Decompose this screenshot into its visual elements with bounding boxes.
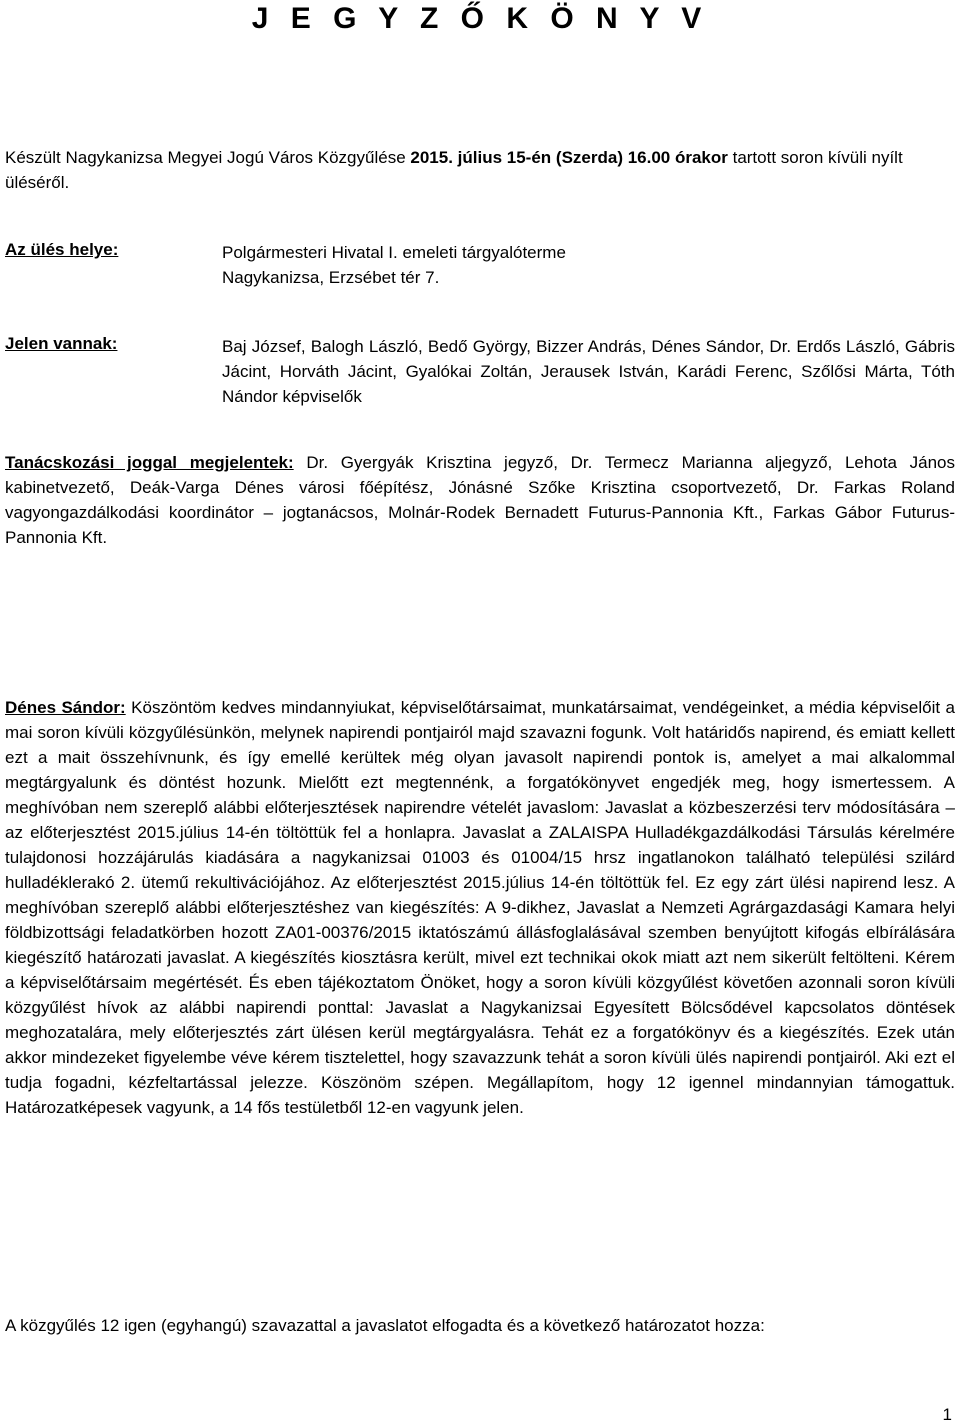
resolution-statement: A közgyűlés 12 igen (egyhangú) szavazattal a javaslatot elfogadta és a következő határozatot hozza: — [5, 1316, 765, 1335]
speech-paragraph — [5, 695, 955, 1120]
venue-label: Az ülés helye: — [5, 240, 119, 259]
meeting-date: 2015. július 15-én (Szerda) 16.00 órakor — [410, 148, 728, 167]
intro-text-start: Készült Nagykanizsa Megyei Jogú Város Közgyűlése — [5, 148, 411, 167]
speaker-name: Dénes Sándor: — [5, 698, 126, 717]
speech-text: Köszöntöm kedves mindannyiukat, képviselőtársaimat, munkatársaimat, vendégeinket, a média képviselőit a mai soron kívüli közgyűlésünkön, melynek napirendi pontjairól majd szavazni fogunk. Volt határidős napirend, és emiatt kellett ezt a mait összehívnunk, és így emellé kerültek még olyan javasolt napirendi pontok is, amelyet a mai alkalommal megtárgyalunk és döntést hozunk. Mielőtt ezt megtennénk, a forgatókönyvet engedjék meg, hogy ismertessem. A meghívóban nem szereplő alábbi előterjesztések napirendre vételét javaslom: Javaslat a közbeszerzési terv módosítására – az előterjesztést 2015.július 14-én töltöttük fel a honlapra. Javaslat a ZALAISPA Hulladékgazdálkodási Társulás kérelmére tulajdonosi hozzájárulás kiadására a nagykanizsai 01003 és 01004/15 hrsz ingatlanokon található települési szilárd hulladéklerakó 2. ütemű rekultivációjához. Az előterjesztést 2015.július 14-én töltöttük fel. Ez egy zárt ülési napirend lesz. A meghívóban szereplő alábbi előterjesztéshez van kiegészítés: A 9-dikhez, Javaslat a Nemzeti Agrárgazdasági Kamara helyi földbizottsági feladatkörben hozott ZA01-00376/2015 iktatószámú állásfoglalásával szemben benyújtott kifogás elbírálására kiegészítő határozati javaslat. A kiegészítés kiosztásra került, mivel ezt technikai okok miatt azt nem sikerült feltölteni. Kérem a képviselőtársaim megértését. És eben tájékoztatom Önöket, hogy a soron kívüli közgyűlést követően azonnali soron kívüli közgyűlést hívok az alábbi napirendi ponttal: Javaslat a Nagykanizsai Egyesített Bölcsődével kapcsolatos döntések meghozatalára, mely előterjesztés zárt ülésen kerül megtárgyalásra. Tehát ez a forgatókönyv és a kiegészítés. Ezek után akkor mindezeket figyelembe véve kérem tisztelettel, hogy szavazzunk tehát a soron kívüli ülés napirendi pontjairól. Aki ezt el tudja fogadni, kézfeltartással jelezze. Köszönöm szépen. Megállapítom, hogy 12 igennel mindannyian támogattuk. Határozatképesek vagyunk, a 14 fős testületből 12-en vagyunk jelen. — [5, 698, 955, 1117]
intro-text-end: tartott soron kívüli nyílt üléséről. — [5, 148, 903, 192]
present-list: Baj József, Balogh László, Bedő György, Bizzer András, Dénes Sándor, Dr. Erdős László, Gábris Jácint, Horváth Jácint, Gyalókai Zoltán, Jerausek István, Karádi Ferenc, Szőlősi Márta, Tóth Nándor képviselők — [222, 337, 955, 406]
page-number: 1 — [942, 1405, 952, 1424]
present-label: Jelen vannak: — [5, 334, 118, 353]
venue-line-2: Nagykanizsa, Erzsébet tér 7. — [222, 268, 440, 287]
intro-paragraph — [5, 145, 955, 195]
advisory-paragraph — [5, 450, 955, 550]
advisory-label: Tanácskozási joggal megjelentek: — [5, 453, 294, 472]
document-title: J E G Y Z Ő K Ö N Y V — [251, 2, 709, 35]
venue-line-1: Polgármesteri Hivatal I. emeleti tárgyalóterme — [222, 243, 566, 262]
advisory-list: Dr. Gyergyák Krisztina jegyző, Dr. Termecz Marianna aljegyző, Lehota János kabinetvezető, Deák-Varga Dénes városi főépítész, Jónásné Szőke Krisztina csoportvezető, Dr. Farkas Roland vagyongazdálkodási koordinátor – jogtanácsos, Molnár-Rodek Bernadett Futurus-Pannonia Kft., Farkas Gábor Futurus-Pannonia Kft. — [5, 453, 955, 547]
